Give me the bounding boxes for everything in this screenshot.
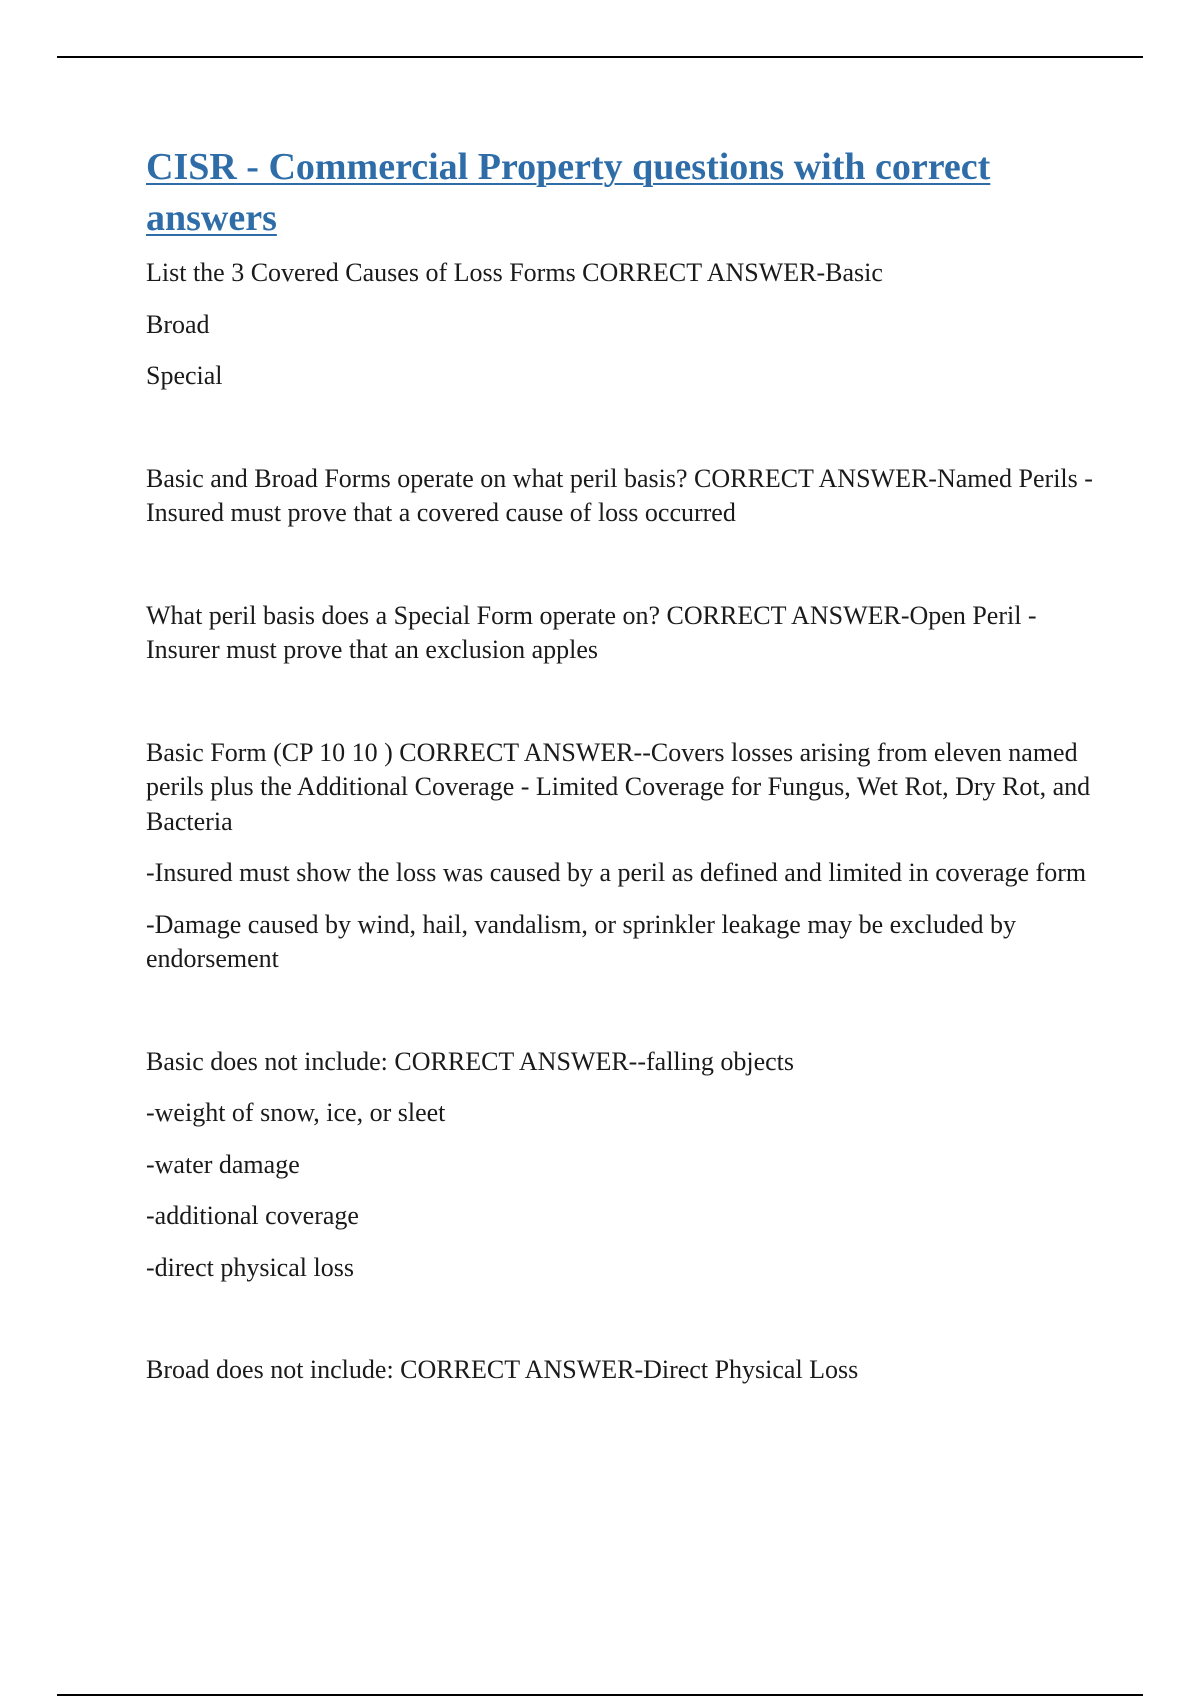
paragraph-4: What peril basis does a Special Form operate on? CORRECT ANSWER-Open Peril - Insurer must prove that an exclusion apples [146,600,1037,664]
paragraph-5: Basic Form (CP 10 10 ) CORRECT ANSWER--Covers losses arising from eleven named perils plus the Additional Coverage - Limited Coverage for Fungus, Wet Rot, Dry Rot, and Bacteria [146,737,1091,836]
paragraph-1: Broad [146,309,210,339]
document-title[interactable]: CISR - Commercial Property questions with correct answers [146,146,991,239]
paragraph-9: -weight of snow, ice, or sleet [146,1098,446,1127]
paragraph-6: -Insured must show the loss was caused by a peril as defined and limited in coverage form [146,858,1087,887]
paragraph-12: -direct physical loss [146,1252,354,1282]
paragraph-13: Broad does not include: CORRECT ANSWER-Direct Physical Loss [146,1355,859,1384]
document-body [146,142,1106,1388]
paragraph-8: Basic does not include: CORRECT ANSWER--falling objects [146,1046,795,1076]
bottom-rule [57,1694,1143,1696]
paragraph-2: Special [146,361,223,390]
paragraph-11: -additional coverage [146,1201,359,1230]
paragraph-10: -water damage [146,1149,300,1179]
paragraph-0: List the 3 Covered Causes of Loss Forms CORRECT ANSWER-Basic [146,258,883,287]
qa-list [146,256,1106,1388]
top-rule [57,56,1143,58]
paragraph-3: Basic and Broad Forms operate on what peril basis? CORRECT ANSWER-Named Perils - Insured must prove that a covered cause of loss occurred [146,463,1093,527]
paragraph-7: -Damage caused by wind, hail, vandalism, or sprinkler leakage may be excluded by endorsement [146,909,1016,973]
